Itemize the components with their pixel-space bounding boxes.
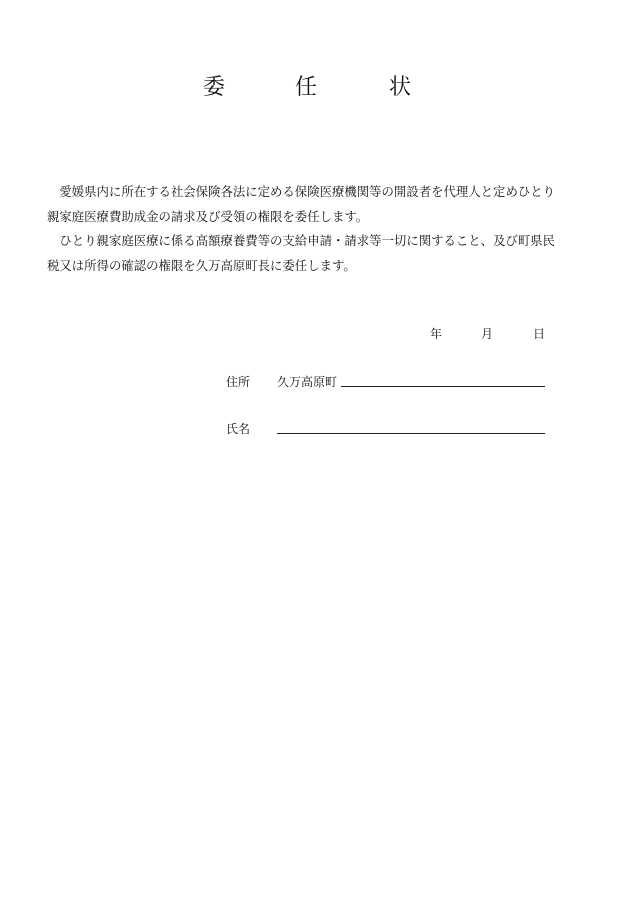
paragraph-2-line-2: 税又は所得の確認の権限を久万高原町長に委任します。 bbox=[47, 257, 356, 273]
address-label: 住所 bbox=[226, 375, 251, 389]
body-text bbox=[47, 180, 587, 278]
document-title bbox=[0, 72, 630, 104]
name-row bbox=[0, 418, 630, 440]
paragraph-1-line-1: 愛媛県内に所在する社会保険各法に定める保険医療機関等の開設者を代理人と定めひとり bbox=[59, 184, 556, 199]
paragraph-2 bbox=[47, 229, 587, 278]
paragraph-1-line-2: 親家庭医療費助成金の請求及び受領の権限を委任します。 bbox=[47, 208, 369, 224]
title-char-3: 状 bbox=[388, 75, 411, 100]
date-month-label: 月 bbox=[481, 327, 494, 341]
title-char-2: 任 bbox=[294, 75, 317, 100]
address-row bbox=[0, 371, 630, 393]
paragraph-1 bbox=[47, 180, 587, 229]
date-row bbox=[0, 324, 630, 344]
name-field[interactable] bbox=[277, 433, 545, 434]
name-label: 氏名 bbox=[226, 422, 251, 436]
date-year-label: 年 bbox=[430, 327, 443, 341]
address-field[interactable] bbox=[341, 386, 545, 387]
date-day-label: 日 bbox=[533, 327, 546, 341]
title-char-1: 委 bbox=[202, 75, 225, 100]
address-prefix: 久万高原町 bbox=[277, 375, 338, 389]
paragraph-2-line-1: ひとり親家庭医療に係る高額療養費等の支給申請・請求等一切に関すること、及び町県民 bbox=[59, 233, 556, 248]
